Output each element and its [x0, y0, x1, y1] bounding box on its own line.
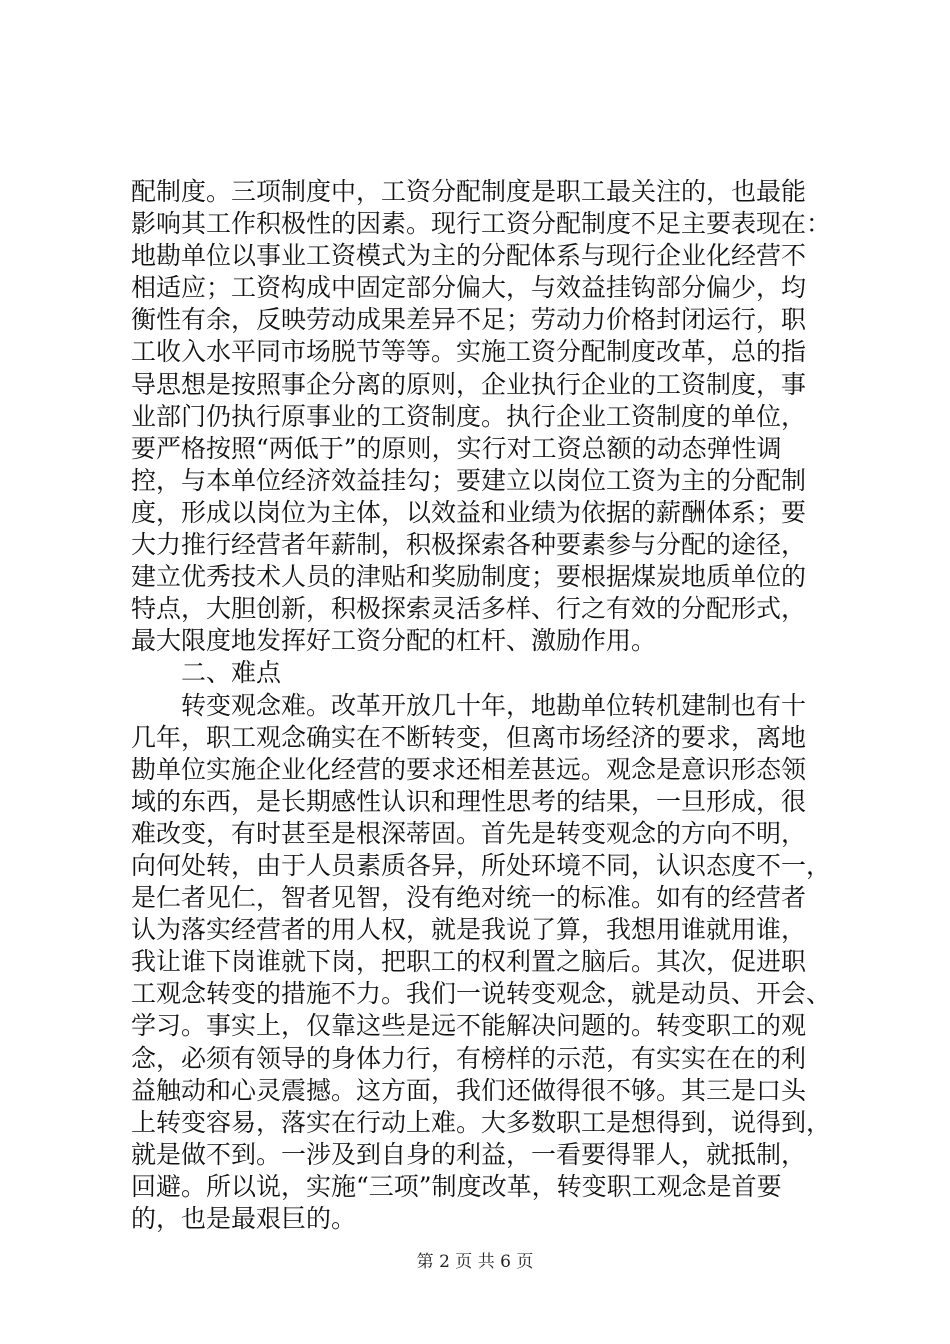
text-line: 业部门仍执行原事业的工资制度。执行企业工资制度的单位， — [131, 401, 807, 431]
text-line: 上转变容易，落实在行动上难。大多数职工是想得到，说得到， — [131, 1107, 832, 1137]
text-line: 工收入水平同市场脱节等等。实施工资分配制度改革，总的指 — [131, 337, 807, 367]
text-line: 回避。所以说，实施“三项”制度改革，转变职工观念是首要 — [131, 1171, 782, 1201]
text-line: 念，必须有领导的身体力行，有榜样的示范，有实实在在的利 — [131, 1043, 807, 1073]
text-line: 建立优秀技术人员的津贴和奖励制度；要根据煤炭地质单位的 — [131, 562, 807, 592]
text-line: 认为落实经营者的用人权，就是我说了算，我想用谁就用谁， — [131, 915, 807, 945]
text-line: 向何处转，由于人员素质各异，所处环境不同，认识态度不一， — [131, 850, 832, 880]
body-text — [131, 176, 831, 1235]
text-line: 导思想是按照事企分离的原则，企业执行企业的工资制度，事 — [131, 369, 807, 399]
text-line: 二、难点 — [181, 658, 282, 688]
text-line: 控，与本单位经济效益挂勾；要建立以岗位工资为主的分配制 — [131, 465, 807, 495]
page-footer: 第 2 页 共 6 页 — [416, 1252, 534, 1272]
text-line: 是仁者见仁，智者见智，没有绝对统一的标准。如有的经营者 — [131, 883, 807, 913]
text-line: 特点，大胆创新，积极探索灵活多样、行之有效的分配形式， — [131, 594, 807, 624]
text-line: 要严格按照“两低于”的原则，实行对工资总额的动态弹性调 — [131, 433, 782, 463]
text-line: 难改变，有时甚至是根深蒂固。首先是转变观念的方向不明， — [131, 818, 807, 848]
text-line: 最大限度地发挥好工资分配的杠杆、激励作用。 — [131, 626, 657, 656]
text-line: 学习。事实上，仅靠这些是远不能解决问题的。转变职工的观 — [131, 1011, 807, 1041]
text-line: 地勘单位以事业工资模式为主的分配体系与现行企业化经营不 — [131, 241, 807, 271]
text-line: 的，也是最艰巨的。 — [131, 1204, 357, 1233]
text-line: 我让谁下岗谁就下岗，把职工的权利置之脑后。其次，促进职 — [131, 947, 807, 977]
text-line: 相适应；工资构成中固定部分偏大，与效益挂钩部分偏少，均 — [131, 273, 807, 303]
text-line: 就是做不到。一涉及到自身的利益，一看要得罪人，就抵制， — [131, 1139, 807, 1169]
text-line: 度，形成以岗位为主体，以效益和业绩为依据的薪酬体系；要 — [131, 497, 807, 527]
text-line: 影响其工作积极性的因素。现行工资分配制度不足主要表现在： — [131, 209, 832, 239]
text-line: 工观念转变的措施不力。我们一说转变观念，就是动员、开会、 — [131, 979, 832, 1009]
text-line: 衡性有余，反映劳动成果差异不足；劳动力价格封闭运行，职 — [131, 305, 807, 335]
text-line: 大力推行经营者年薪制，积极探索各种要素参与分配的途径， — [131, 530, 807, 560]
text-line: 转变观念难。改革开放几十年，地勘单位转机建制也有十 — [181, 690, 807, 720]
text-line: 几年，职工观念确实在不断转变，但离市场经济的要求，离地 — [131, 722, 807, 752]
text-line: 域的东西，是长期感性认识和理性思考的结果，一旦形成，很 — [131, 786, 807, 816]
text-line: 益触动和心灵震撼。这方面，我们还做得很不够。其三是口头 — [131, 1075, 807, 1105]
text-line: 勘单位实施企业化经营的要求还相差甚远。观念是意识形态领 — [131, 754, 807, 784]
text-line: 配制度。三项制度中，工资分配制度是职工最关注的，也最能 — [131, 177, 807, 206]
